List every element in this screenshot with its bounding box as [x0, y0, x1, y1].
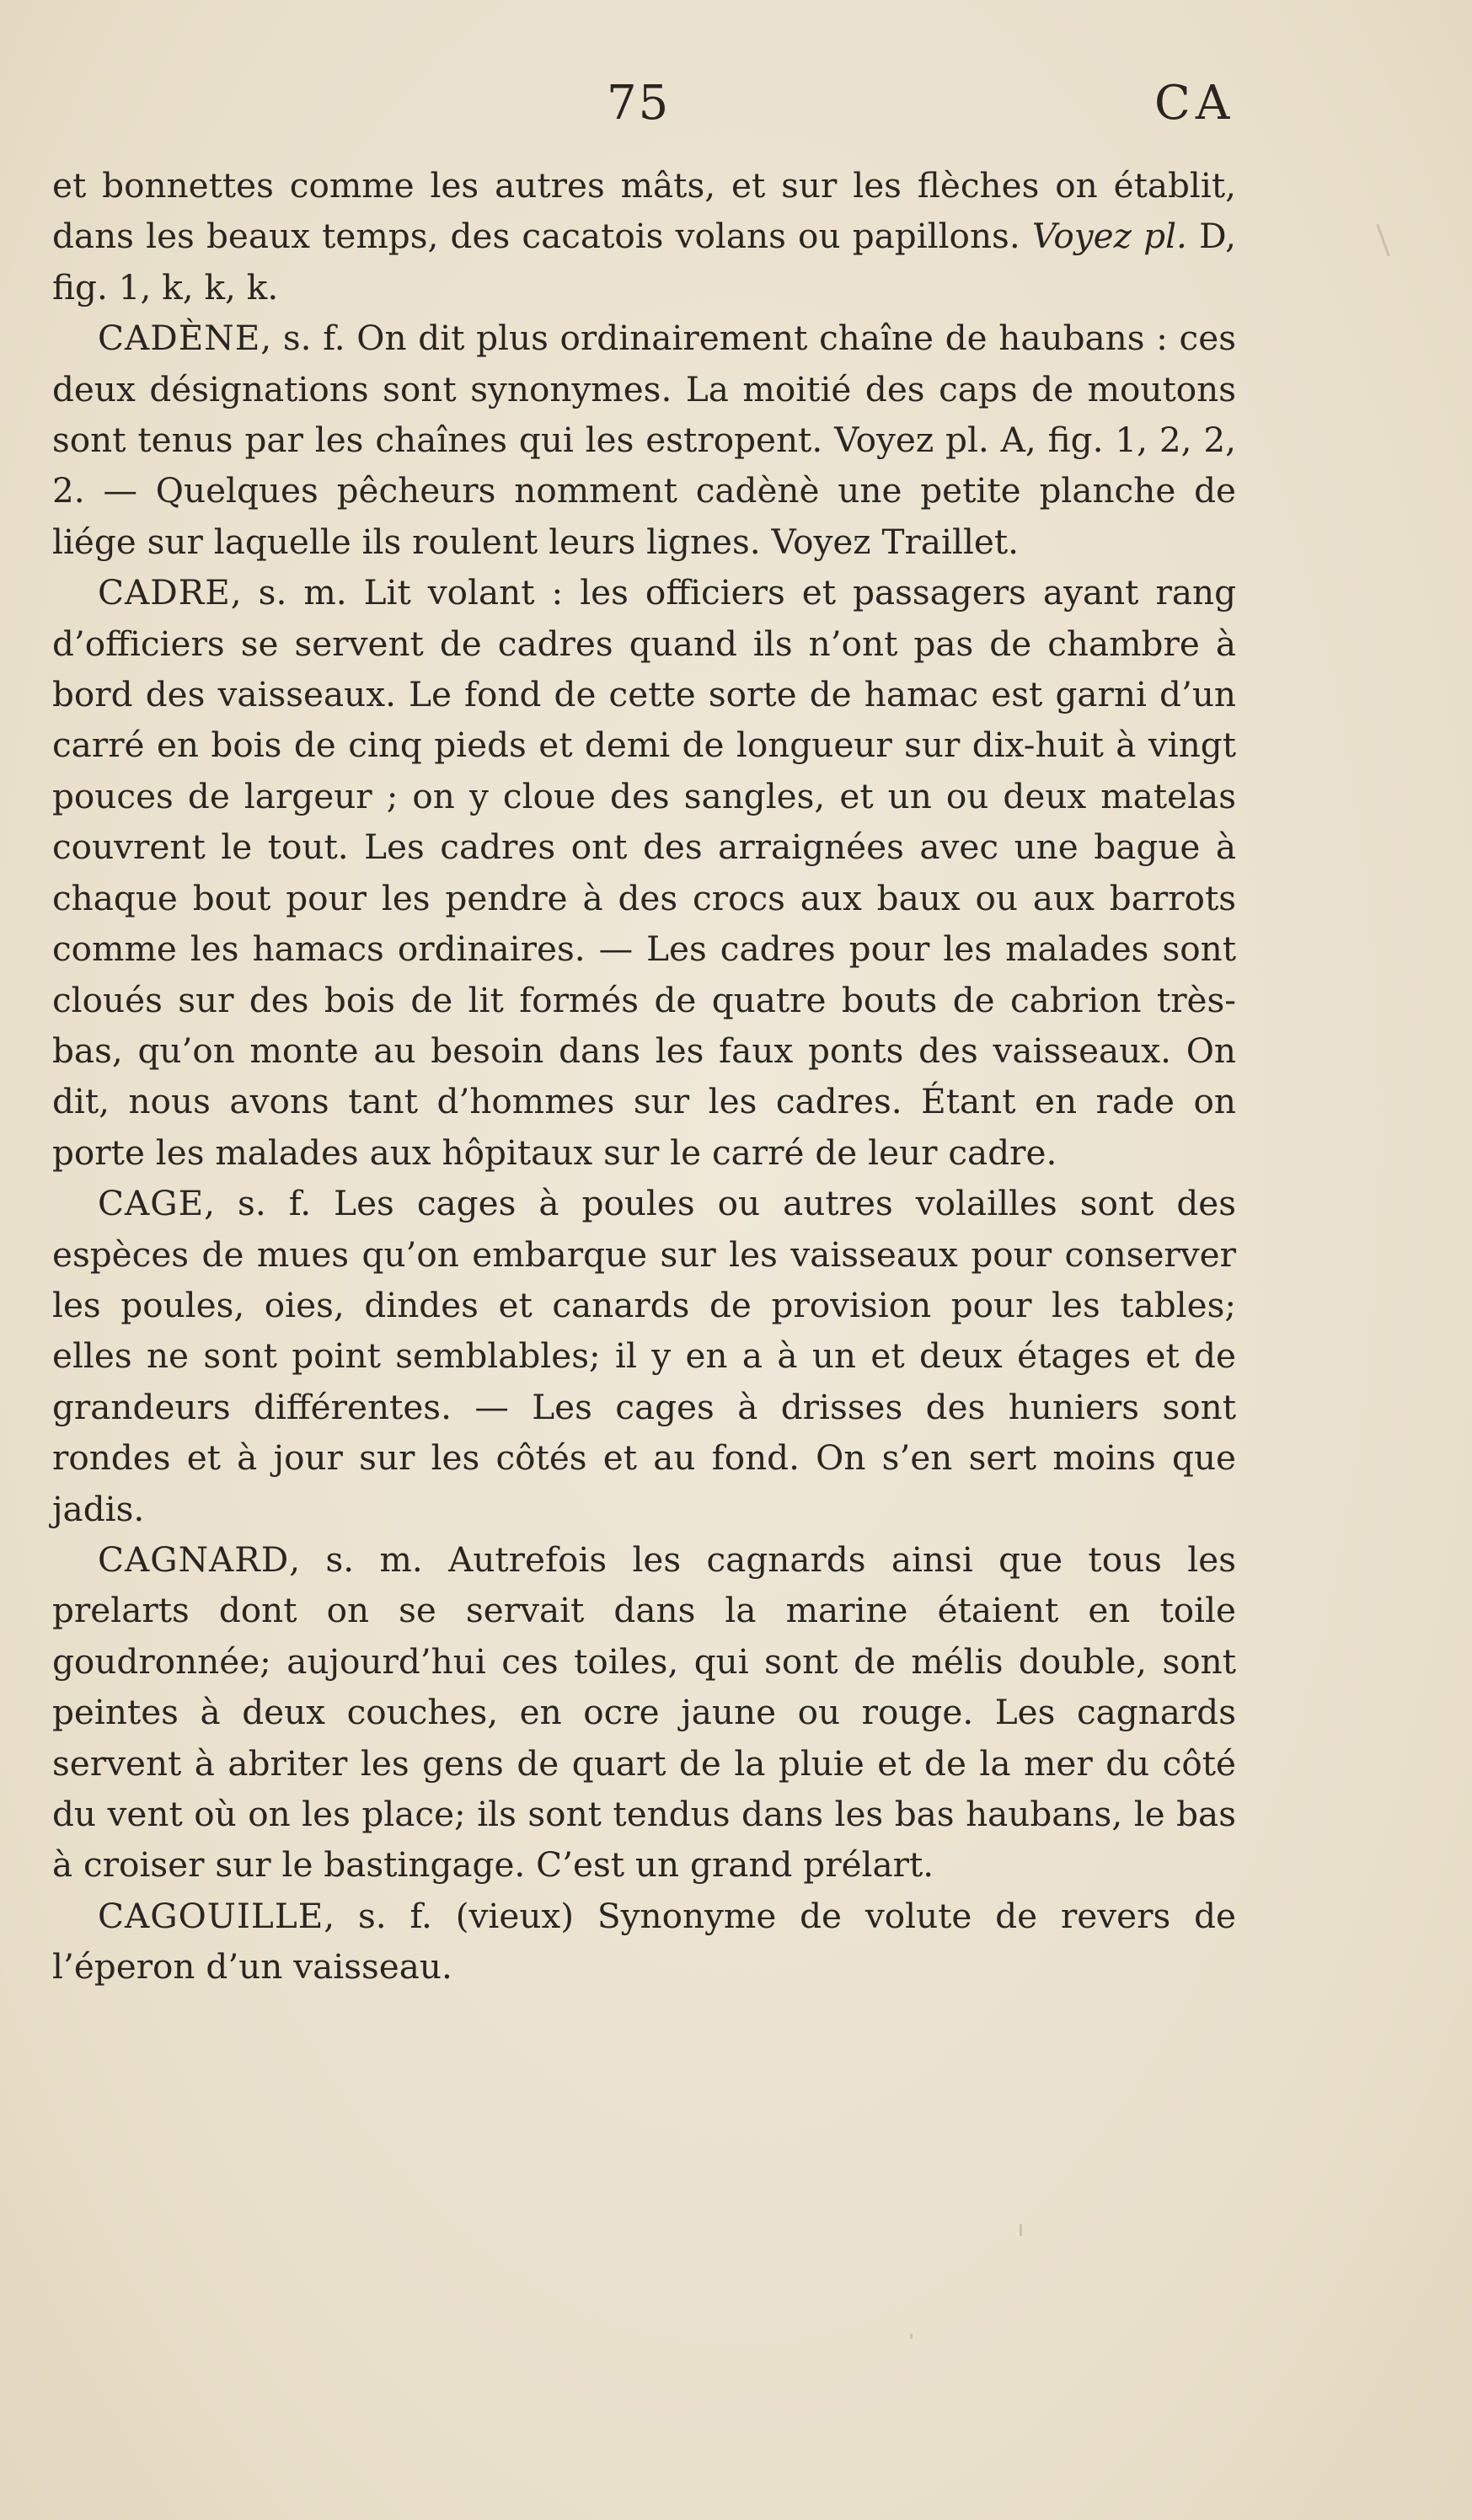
paper-mark — [1020, 2224, 1022, 2236]
entry-body: et bonnettes comme les autres mâts, et sur les flèches on établit, dans les beaux temps, des cacatois volans ou papillons. — [52, 165, 1236, 257]
headword: CAGOUILLE — [98, 1895, 324, 1936]
grammar-label: , s. f. — [324, 1895, 432, 1936]
grammar-label: , s. f. — [260, 318, 345, 359]
entry-cage — [52, 1178, 1236, 1534]
grammar-label: , s. m. — [230, 572, 347, 613]
headword: CADRE — [98, 572, 231, 613]
entry-cadene — [52, 313, 1236, 567]
entry-body: Lit volant : les officiers et passagers ayant rang d’officiers se servent de cadres quand ils n’ont pas de chambre à bord des vaisseaux. Le fond de cette sorte de hamac est garni d’un carré en bois de cinq pieds et demi de longueur sur dix-huit à vingt pouces de largeur ; on y cloue des sangles, et un ou deux matelas couvrent le tout. Les cadres ont des arraignées avec une bague à chaque bout pour les pendre à des crocs aux baux ou aux barrots comme les hamacs ordinaires. — Les cadres pour les malades sont cloués sur des bois de lit formés de quatre bouts de cabrion très-bas, qu’on monte au besoin dans les faux ponts des vaisseaux. On dit, nous avons tant d’hommes sur les cadres. Étant en rade on porte les malades aux hôpitaux sur le carré de leur cadre. — [52, 572, 1236, 1173]
running-head: CA — [1154, 76, 1235, 131]
entry-continuation — [52, 160, 1236, 313]
entry-body: Les cages à poules ou autres volailles sont des espèces de mues qu’on embarque sur les vaisseaux pour conserver les poules, oies, dindes et canards de provision pour les tables; elles ne sont point semblables; il y en a à un et deux étages et de grandeurs différentes. — Les cages à drisses des huniers sont rondes et à jour sur les côtés et au fond. On s’en sert moins que jadis. — [52, 1183, 1236, 1529]
cross-reference: Voyez pl. — [1031, 216, 1187, 257]
entry-body: Autrefois les cagnards ainsi que tous les prelarts dont on se servait dans la marine étaient en toile goudronnée; aujourd’hui ces toiles, qui sont de mélis double, sont peintes à deux couches, en ocre jaune ou rouge. Les cagnards servent à abriter les gens de quart de la pluie et de la mer du côté du vent où on les place; ils sont tendus dans les bas haubans, le bas à croiser sur le bastingage. C’est un grand prélart. — [52, 1538, 1236, 1886]
grammar-label: , s. f. — [204, 1183, 312, 1224]
entry-body: On dit plus ordinairement chaîne de haubans : ces deux désignations sont synonymes. La moitié des caps de moutons sont tenus par les chaînes qui les estropent. Voyez pl. A, fig. 1, 2, 2, 2. — Quelques pêcheurs nomment cadènè une petite planche de liége sur laquelle ils roulent leurs lignes. Voyez Traillet. — [52, 318, 1236, 562]
entry-cagouille — [52, 1891, 1236, 1993]
headword: CAGE — [98, 1183, 205, 1224]
dictionary-text — [52, 160, 1236, 1993]
headword: CADÈNE — [98, 318, 261, 359]
paper-mark — [910, 2334, 913, 2339]
page-number: 75 — [607, 76, 671, 131]
entry-body: (vieux) Synonyme de volute de revers de l’éperon d’un vaisseau. — [52, 1895, 1236, 1988]
paper-mark — [1376, 224, 1390, 257]
headword: CAGNARD — [98, 1538, 290, 1580]
page-header — [0, 76, 1472, 152]
grammar-label: , s. m. — [289, 1538, 423, 1580]
entry-tail: D, fig. 1, k, k, k. — [52, 216, 1237, 308]
entry-cagnard — [52, 1534, 1236, 1891]
entry-cadre — [52, 567, 1236, 1178]
